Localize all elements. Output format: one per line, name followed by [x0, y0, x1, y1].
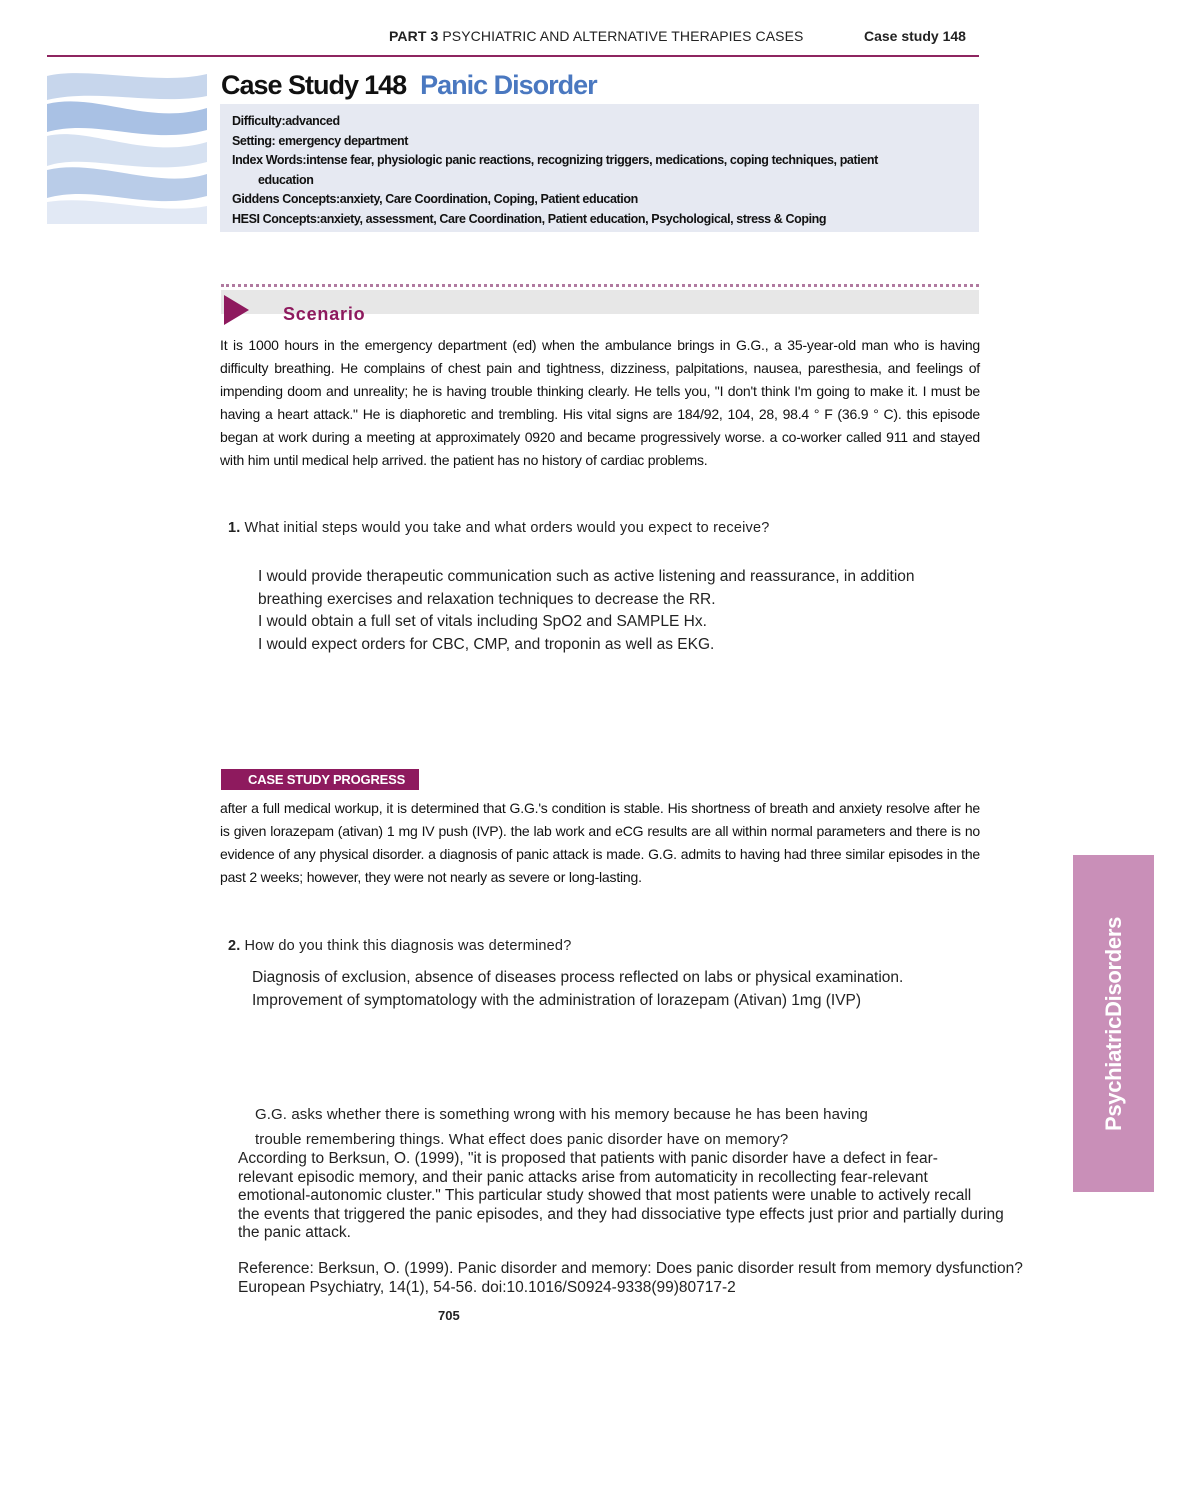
- answer-line: I would obtain a full set of vitals including SpO2 and SAMPLE Hx.: [258, 613, 707, 630]
- answer-line: According to Berksun, O. (1999), "it is proposed that patients with panic disorder have a defect in fear-: [238, 1150, 938, 1167]
- side-tab-label: PsychiatricDisorders: [1100, 916, 1126, 1131]
- case-title: [221, 70, 597, 101]
- header-rule: [47, 55, 979, 57]
- decorative-wave-graphic: [47, 66, 207, 224]
- question-line: G.G. asks whether there is something wrong with his memory because he has been having: [255, 1106, 868, 1123]
- answer-1: [258, 566, 1018, 656]
- reference: [238, 1260, 1158, 1297]
- answer-line: Improvement of symptomatology with the administration of lorazepam (Ativan) 1mg (IVP): [252, 991, 862, 1009]
- question-number: 1.: [228, 520, 241, 536]
- answer-line: the panic attack.: [238, 1224, 351, 1241]
- title-prefix: Case Study: [221, 70, 359, 100]
- answer-line: emotional-autonomic cluster." This particular study showed that most patients were unable to actively recall: [238, 1187, 972, 1204]
- question-number: 2.: [228, 938, 241, 954]
- index-words-continuation: education: [258, 172, 314, 187]
- question-3: [255, 1102, 995, 1152]
- question-text: What initial steps would you take and what orders would you expect to receive?: [244, 520, 770, 536]
- progress-text: after a full medical workup, it is determined that G.G.'s condition is stable. His shortness of breath and anxiety resolve after he is given lorazepam (ativan) 1 mg IV push (IVP). the lab work and eCG results are all within normal parameters and there is no evidence of any physical disorder. a diagnosis of panic attack is made. G.G. admits to having had three similar episodes in the past 2 weeks; however, they were not nearly as severe or long-lasting.: [220, 800, 980, 885]
- running-header: [389, 28, 804, 44]
- index-words-row: Index Words:intense fear, physiologic panic reactions, recognizing triggers, medications, coping techniques, patient: [232, 153, 878, 167]
- question-line: trouble remembering things. What effect does panic disorder have on memory?: [255, 1131, 789, 1148]
- answer-3: [238, 1150, 1138, 1243]
- dotted-divider: [221, 284, 979, 287]
- reference-line: European Psychiatry, 14(1), 54-56. doi:10.1016/S0924-9338(99)80717-2: [238, 1278, 736, 1296]
- title-name: Panic Disorder: [420, 70, 597, 100]
- part-title: PSYCHIATRIC AND ALTERNATIVE THERAPIES CASES: [442, 28, 804, 44]
- answer-line: I would expect orders for CBC, CMP, and troponin as well as EKG.: [258, 635, 715, 653]
- scenario-heading: Scenario: [283, 304, 366, 324]
- scenario-text: It is 1000 hours in the emergency department (ed) when the ambulance brings in G.G., a 35-year-old man who is having difficulty breathing. He complains of chest pain and tightness, dizziness, palpitations, nausea, paresthesia, and feelings of impending doom and unreality; he is having trouble thinking clearly. He tells you, "I don't think I'm going to make it. I must be having a heart attack." He is diaphoretic and trembling. His vital signs are 184/92, 104, 28, 98.4 ° F (36.9 ° C). this episode began at work during a meeting at approximately 0920 and became progressively worse. a co-worker called 911 and stayed with him until medical help arrived. the patient has no history of cardiac problems.: [220, 337, 980, 468]
- reference-line: Reference: Berksun, O. (1999). Panic disorder and memory: Does panic disorder result from memory dysfunction?: [238, 1260, 1023, 1277]
- setting-row: Setting: emergency department: [232, 133, 408, 148]
- difficulty-row: Difficulty:advanced: [232, 114, 340, 128]
- question-2: [228, 938, 571, 954]
- hesi-row: HESI Concepts:anxiety, assessment, Care Coordination, Patient education, Psychological, stress & Coping: [232, 211, 827, 226]
- case-study-progress-label: CASE STUDY PROGRESS: [221, 769, 419, 790]
- page-number: 705: [438, 1308, 460, 1323]
- giddens-row: Giddens Concepts:anxiety, Care Coordination, Coping, Patient education: [232, 192, 638, 206]
- answer-line: the events that triggered the panic episodes, and they had dissociative type effects just prior and partially during: [238, 1205, 1004, 1223]
- answer-2: [252, 967, 1012, 1012]
- question-1: [228, 520, 770, 536]
- play-arrow-icon: [224, 295, 249, 325]
- answer-line: relevant episodic memory, and their panic attacks arise from automaticity in recollecting fear-relevant: [238, 1168, 928, 1186]
- answer-line: I would provide therapeutic communication such as active listening and reassurance, in addition: [258, 568, 915, 585]
- part-label: PART 3: [389, 28, 439, 44]
- title-number: 148: [364, 70, 407, 100]
- case-metadata: [232, 112, 972, 229]
- answer-line: breathing exercises and relaxation techniques to decrease the RR.: [258, 590, 716, 608]
- answer-line: Diagnosis of exclusion, absence of diseases process reflected on labs or physical examination.: [252, 969, 904, 986]
- header-case-label: Case study 148: [864, 28, 966, 44]
- section-side-tab: [1073, 855, 1154, 1192]
- question-text: How do you think this diagnosis was determined?: [244, 938, 572, 954]
